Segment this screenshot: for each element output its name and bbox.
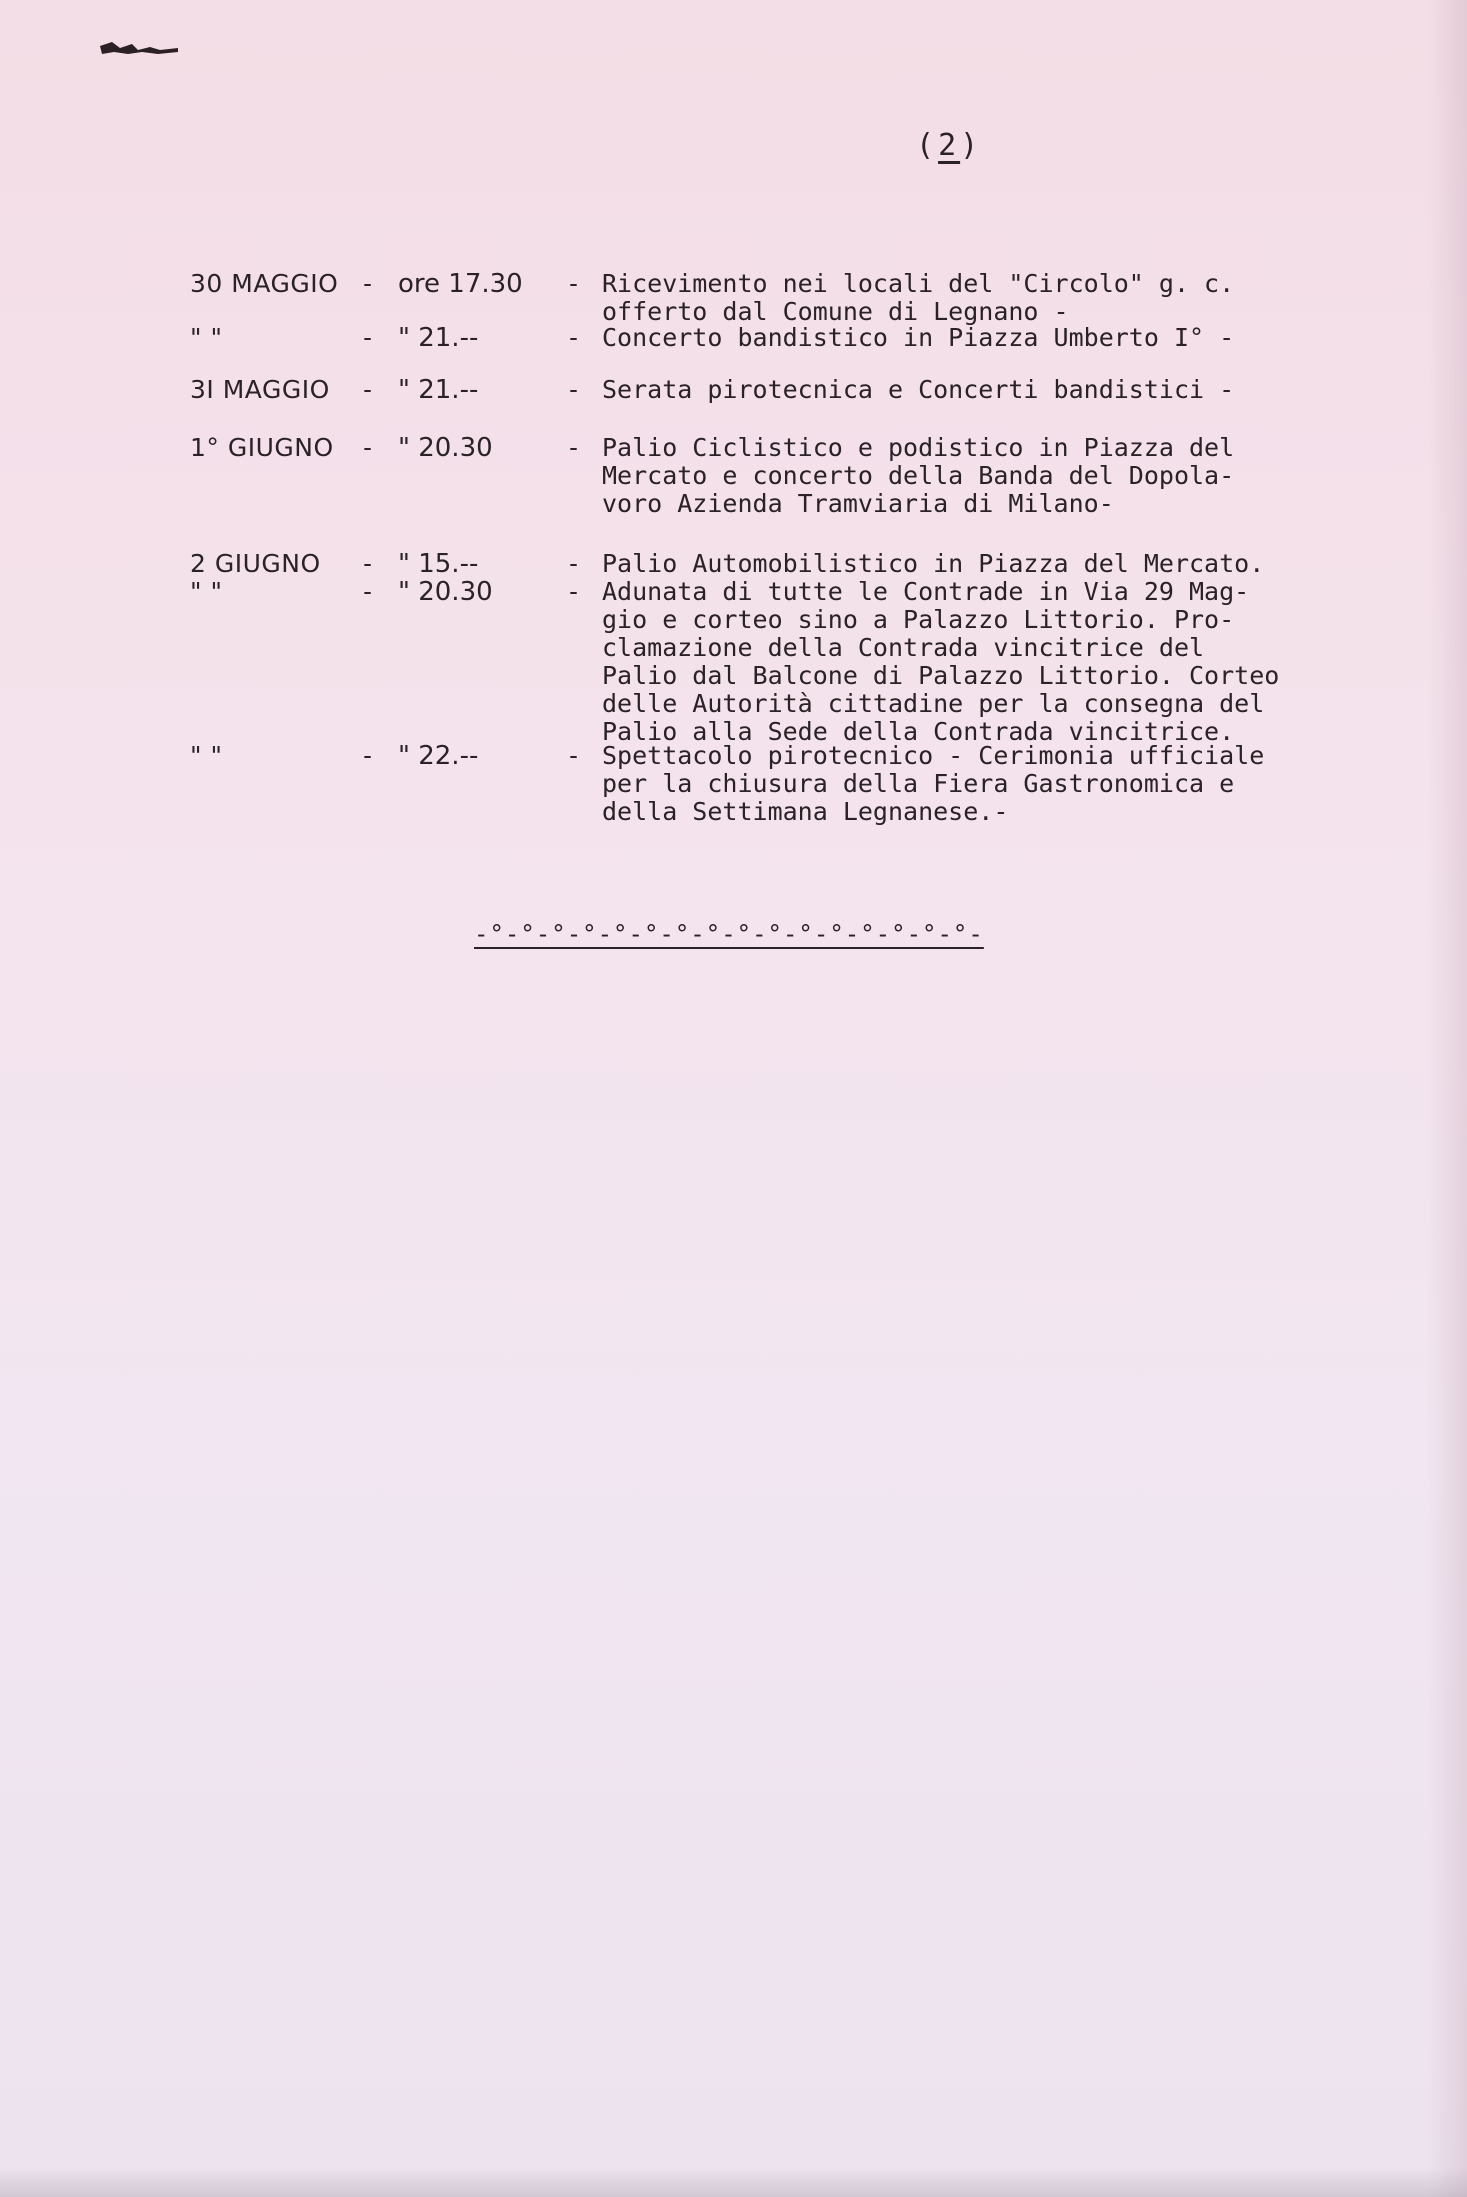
entry-date: " "	[190, 577, 223, 606]
entry-description: Palio Ciclistico e podistico in Piazza del Mercato e concerto della Banda del Dopola- voro Azienda Tramviaria di Milano-	[602, 433, 1235, 518]
entry-date: " "	[190, 323, 223, 352]
paper-edge	[1427, 0, 1467, 2197]
entry-dash: -	[566, 577, 582, 606]
schedule-entry	[190, 578, 1380, 746]
entry-date: 2 GIUGNO	[190, 549, 321, 578]
entry-dash: -	[566, 323, 582, 352]
entry-description: Concerto bandistico in Piazza Umberto I° -	[602, 323, 1235, 352]
entry-dash: -	[566, 433, 582, 462]
event-schedule	[190, 270, 1380, 826]
schedule-entry	[190, 434, 1380, 518]
schedule-entry	[190, 270, 1380, 326]
entry-separator: -	[360, 375, 376, 404]
entry-time: " 21.--	[398, 375, 479, 405]
entry-description: Spettacolo pirotecnico - Cerimonia ufficiale per la chiusura della Fiera Gastronomica e della Settimana Legnanese.-	[602, 741, 1265, 826]
section-divider: -°-°-°-°-°-°-°-°-°-°-°-°-°-°-°-°-	[474, 920, 984, 948]
schedule-entry	[190, 324, 1380, 352]
entry-date: 3I MAGGIO	[190, 375, 330, 404]
page-number-open: (	[916, 128, 939, 163]
page-number-close: )	[960, 128, 983, 163]
entry-time: " 22.--	[398, 741, 479, 771]
page-number-value: 2	[938, 128, 961, 163]
entry-dash: -	[566, 741, 582, 770]
schedule-entry	[190, 550, 1380, 578]
entry-description: Serata pirotecnica e Concerti bandistici -	[602, 375, 1235, 404]
entry-description: Ricevimento nei locali del "Circolo" g. c. offerto dal Comune di Legnano -	[602, 269, 1235, 326]
entry-dash: -	[566, 549, 582, 578]
entry-separator: -	[360, 433, 376, 462]
ink-mark	[98, 38, 180, 58]
paper-bottom-edge	[0, 2167, 1467, 2197]
page-number	[916, 128, 982, 163]
entry-dash: -	[566, 375, 582, 404]
entry-time: " 15.--	[398, 549, 479, 579]
entry-date: 30 MAGGIO	[190, 269, 339, 298]
entry-separator: -	[360, 323, 376, 352]
entry-date: 1° GIUGNO	[190, 433, 334, 462]
schedule-entry	[190, 742, 1380, 826]
entry-separator: -	[360, 741, 376, 770]
entry-dash: -	[566, 269, 582, 298]
entry-description: Palio Automobilistico in Piazza del Mercato.	[602, 549, 1265, 578]
entry-time: " 20.30	[398, 433, 493, 463]
entry-separator: -	[360, 577, 376, 606]
entry-date: " "	[190, 741, 223, 770]
entry-time: ore 17.30	[398, 269, 523, 299]
entry-separator: -	[360, 269, 376, 298]
entry-time: " 21.--	[398, 323, 479, 353]
entry-time: " 20.30	[398, 577, 493, 607]
entry-separator: -	[360, 549, 376, 578]
schedule-entry	[190, 376, 1380, 404]
entry-description: Adunata di tutte le Contrade in Via 29 Mag- gio e corteo sino a Palazzo Littorio. Pro- clamazione della Contrada vincitrice del Palio dal Balcone di Palazzo Littorio. Corteo delle Autorità cittadine per la consegna del Palio alla Sede della Contrada vincitrice.	[602, 577, 1280, 746]
